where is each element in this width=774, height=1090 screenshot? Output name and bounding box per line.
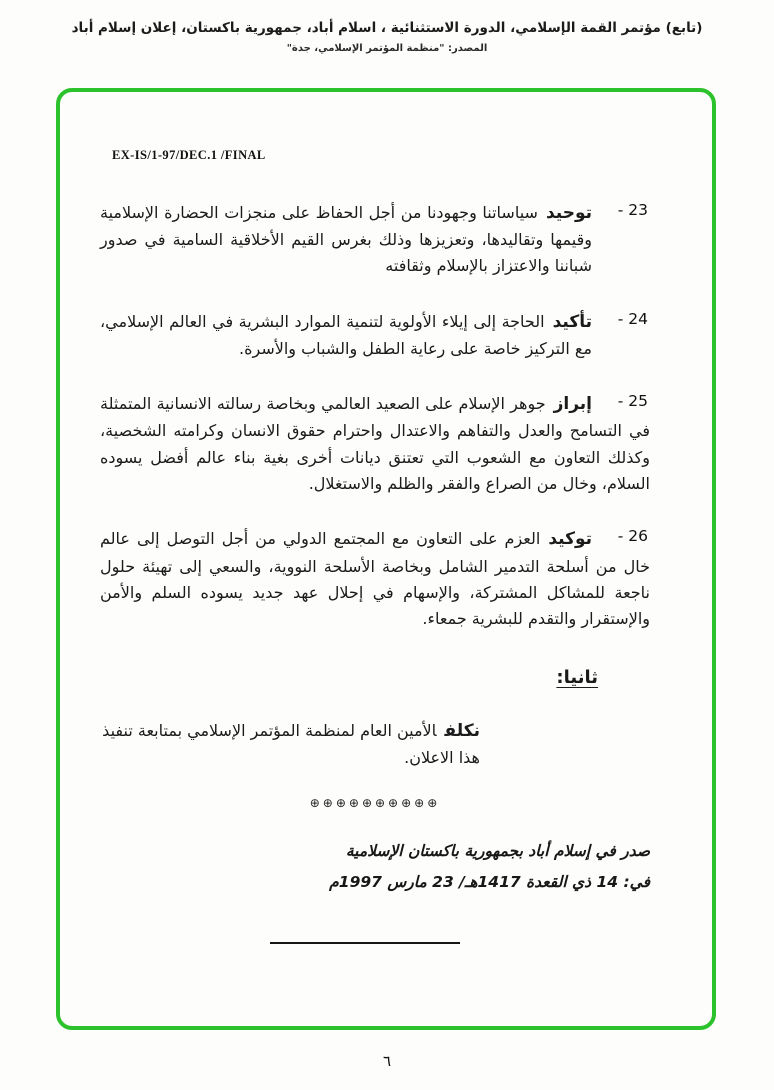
signature-place: صدر في إسلام أباد بجمهورية باكستان الإسلامية	[345, 842, 650, 861]
signature-block	[100, 836, 650, 898]
horizontal-rule	[270, 942, 460, 944]
item-number: - 26	[617, 527, 648, 546]
mandate-body: الأمين العام لمنظمة المؤتمر الإسلامي بمتابعة تنفيذ هذا الاعلان.	[102, 720, 480, 767]
document-reference: EX-IS/1-97/DEC.1 /FINAL	[112, 148, 266, 162]
item-number: - 23	[617, 201, 648, 219]
second-section	[100, 667, 598, 688]
item-keyword: توحيد	[545, 203, 592, 223]
mandate-keyword: نكلف	[444, 720, 480, 741]
list-item-24	[100, 308, 650, 362]
mandate-line	[100, 718, 480, 771]
item-text	[100, 199, 650, 280]
item-text	[100, 390, 650, 497]
header-source: المصدر: "منظمة المؤتمر الإسلامي، جدة"	[286, 43, 488, 54]
list-item-25	[100, 390, 650, 497]
item-keyword: تأكيد	[552, 311, 592, 332]
page-number: ٦	[382, 1052, 392, 1070]
item-body: العزم على التعاون مع المجتمع الدولي من أجل التوصل إلى عالم خال من أسلحة التدمير الشامل وبخاصة الأسلحة النووية، والسعي إلى تهيئة حلول ناجعة للمشاكل المشتركة، والإسهام في إحلال عهد جديد يسوده السلم والأمن والإستقرار والتقدم للبشرية جمعاء.	[100, 529, 650, 629]
item-number: - 24	[617, 309, 648, 328]
item-body: الحاجة إلى إيلاء الأولوية لتنمية الموارد البشرية في العالم الإسلامي، مع التركيز خاصة على رعاية الطفل والشباب والأسرة.	[100, 311, 592, 358]
page-header	[0, 20, 774, 54]
item-text	[100, 308, 650, 362]
numbered-items	[100, 199, 650, 633]
second-section-heading: ثانيا:	[556, 666, 598, 688]
list-item-23	[100, 199, 650, 280]
item-keyword: توكيد	[548, 529, 592, 550]
item-body: سياساتنا وجهودنا من أجل الحفاظ على منجزات الحضارة الإسلامية وقيمها وتقاليدها، وتعزيزها وذلك بغرس القيم الأخلاقية السامية في صدور شباننا والاعتزاز بالإسلام وثقافته	[100, 203, 592, 276]
ornament-separator: ⊕⊕⊕⊕⊕⊕⊕⊕⊕⊕	[309, 796, 441, 811]
green-border-box	[56, 88, 716, 1030]
header-title: (تابع) مؤتمر القمة الإسلامي، الدورة الاستثنائية ، اسلام أباد، جمهورية باكستان، إعلان إسلام أباد	[71, 20, 703, 36]
signature-date: في: 14 ذي القعدة 1417هـ/ 23 مارس 1997م	[329, 873, 650, 892]
item-number: - 25	[617, 392, 648, 411]
item-keyword: إبراز	[553, 394, 592, 415]
item-body: جوهر الإسلام على الصعيد العالمي وبخاصة رسالته الانسانية المتمثلة في التسامح والعدل والتفاهم والاعتدال واحترام حقوق الانسان وكرامته الشخصية، وكذلك التعاون مع الشعوب التي تعتنق ديانات أخرى بغية بناء عالم أفضل يسوده السلام، وخال من الصراع والفقر والظلم والاستغلال.	[100, 394, 650, 494]
list-item-26	[100, 525, 650, 632]
item-text	[100, 525, 650, 632]
